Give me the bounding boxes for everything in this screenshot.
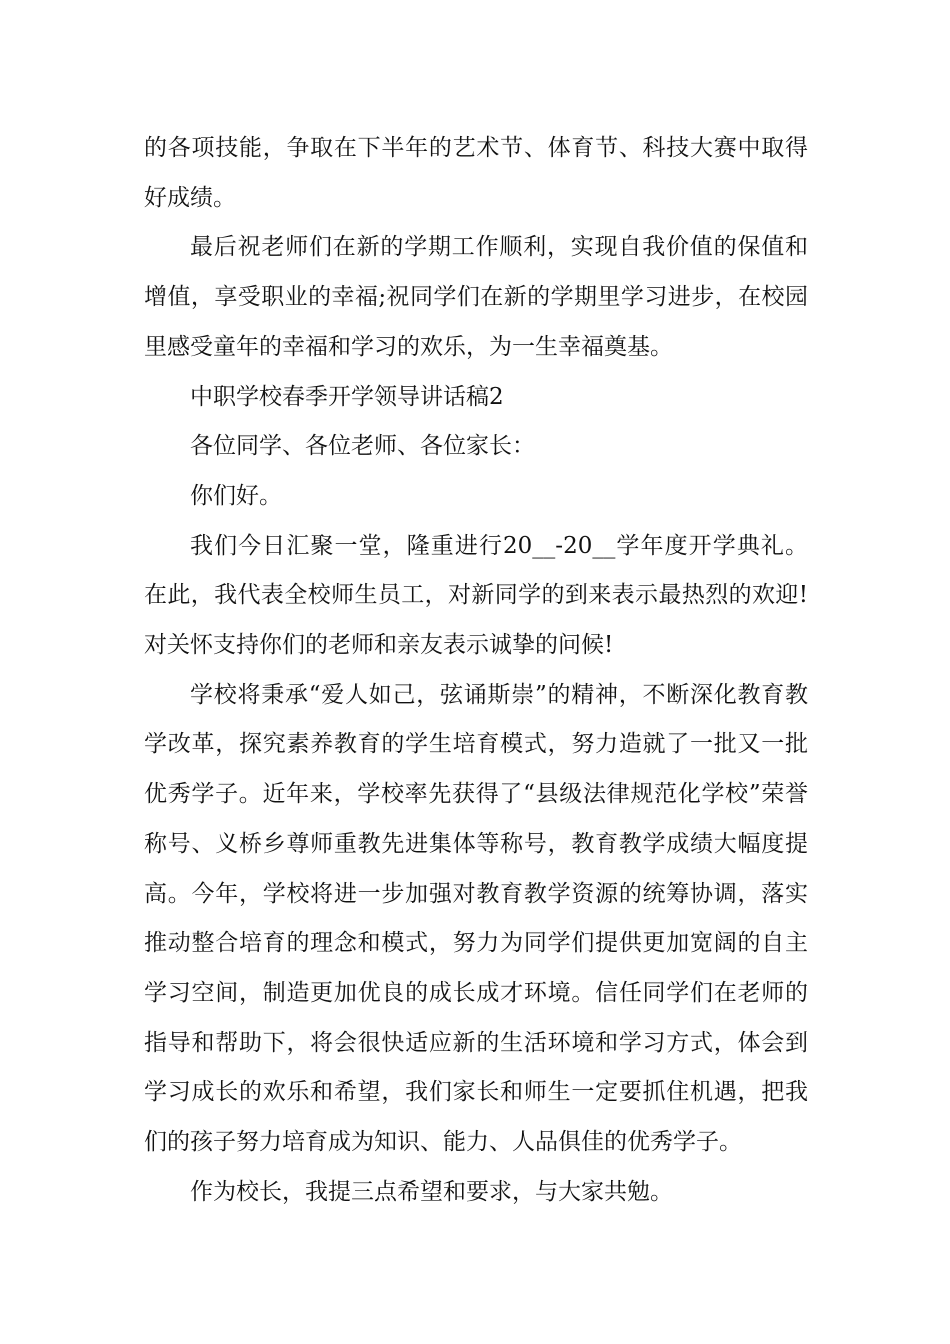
section-heading: 中职学校春季开学领导讲话稿2 bbox=[190, 383, 504, 410]
paragraph-welcome: 我们今日汇聚一堂，隆重进行20__-20__学年度开学典礼。在此，我代表全校师生员工，对新同学的到来表示最热烈的欢迎!对关怀支持你们的老师和亲友表示诚挚的问候! bbox=[144, 532, 808, 659]
greeting: 你们好。 bbox=[190, 482, 282, 509]
paragraph-closing-wishes: 最后祝老师们在新的学期工作顺利，实现自我价值的保值和增值，享受职业的幸福;祝同学们在新的学期里学习进步，在校园里感受童年的幸福和学习的欢乐，为一生幸福奠基。 bbox=[144, 234, 808, 360]
paragraph-principal-requests: 作为校长，我提三点希望和要求，与大家共勉。 bbox=[190, 1178, 673, 1205]
paragraph-school-spirit: 学校将秉承“爱人如己，弦诵斯崇”的精神，不断深化教育教学改革，探究素养教育的学生培育模式，努力造就了一批又一批优秀学子。近年来，学校率先获得了“县级法律规范化学校”荣誉称号、义桥乡尊师重教先进集体等称号，教育教学成绩大幅度提高。今年，学校将进一步加强对教育教学资源的统筹协调，落实推动整合培育的理念和模式，努力为同学们提供更加宽阔的自主学习空间，制造更加优良的成长成才环境。信任同学们在老师的指导和帮助下，将会很快适应新的生活环境和学习方式，体会到学习成长的欢乐和希望，我们家长和师生一定要抓住机遇，把我们的孩子努力培育成为知识、能力、人品俱佳的优秀学子。 bbox=[144, 681, 808, 1156]
document-body bbox=[144, 124, 808, 1217]
paragraph-continuation: 的各项技能，争取在下半年的艺术节、体育节、科技大赛中取得好成绩。 bbox=[144, 135, 808, 211]
salutation: 各位同学、各位老师、各位家长： bbox=[190, 433, 535, 460]
